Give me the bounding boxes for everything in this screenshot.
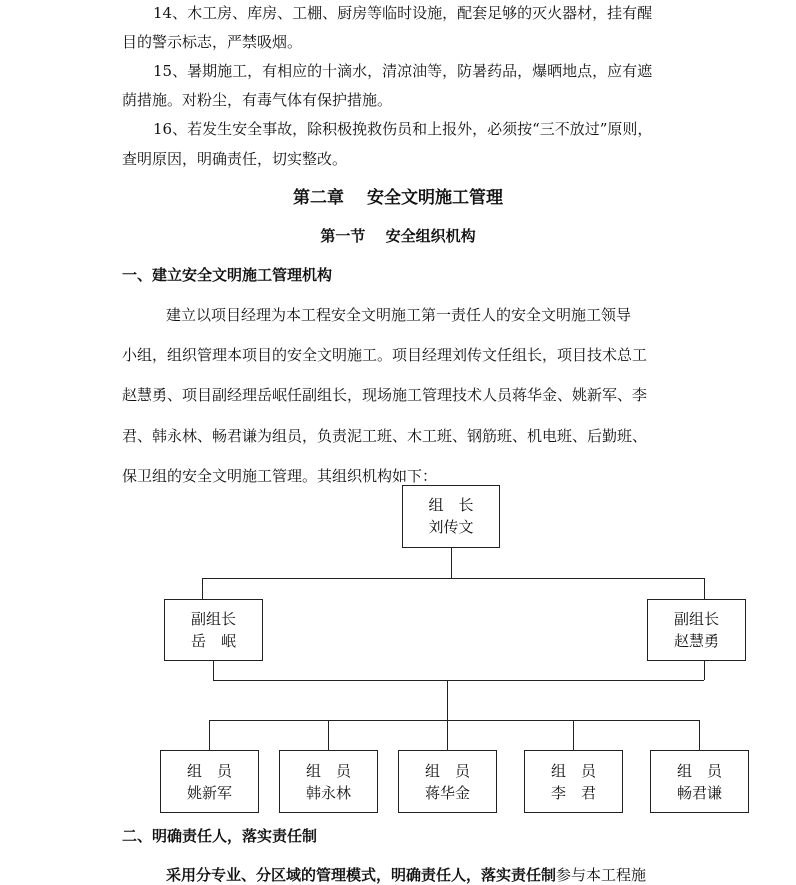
connector-line bbox=[213, 680, 704, 681]
heading-responsibility: 二、明确责任人，落实责任制 bbox=[122, 827, 318, 845]
deputy-role: 副组长 bbox=[673, 610, 719, 628]
connector-line bbox=[213, 661, 214, 680]
paragraph-line: 荫措施。对粉尘，有毒气体有保护措施。 bbox=[122, 91, 393, 109]
member-role: 组 员 bbox=[424, 762, 470, 780]
connector-line bbox=[704, 661, 705, 680]
body-line: 建立以项目经理为本工程安全文明施工第一责任人的安全文明施工领导 bbox=[166, 306, 632, 324]
deputy-name: 赵慧勇 bbox=[673, 632, 719, 650]
heading-establish-organization: 一、建立安全文明施工管理机构 bbox=[122, 266, 333, 284]
body-line: 小组，组织管理本项目的安全文明施工。项目经理刘传文任组长，项目技术总工 bbox=[122, 346, 648, 364]
deputy-box bbox=[164, 599, 263, 661]
member-role: 组 员 bbox=[305, 762, 351, 780]
connector-line bbox=[202, 578, 704, 579]
paragraph-line: 14、木工房、库房、工棚、厨房等临时设施，配套足够的灭火器材，挂有醒 bbox=[153, 4, 653, 22]
paragraph-line: 16、若发生安全事故，除积极挽救伤员和上报外，必须按“三不放过”原则， bbox=[153, 120, 653, 138]
leader-role: 组 长 bbox=[428, 496, 474, 514]
paragraph-line: 查明原因，明确责任，切实整改。 bbox=[122, 150, 348, 168]
member-role: 组 员 bbox=[186, 762, 232, 780]
member-name: 姚新军 bbox=[186, 784, 232, 802]
member-box bbox=[160, 750, 259, 813]
connector-line bbox=[699, 720, 700, 750]
connector-line bbox=[447, 720, 448, 750]
member-name: 韩永林 bbox=[305, 784, 351, 802]
connector-line bbox=[209, 720, 699, 721]
normal-text: 参与本工程施 bbox=[556, 866, 647, 884]
member-box bbox=[650, 750, 749, 813]
body-line: 君、韩永林、畅君谦为组员，负责泥工班、木工班、钢筋班、机电班、后勤班、 bbox=[122, 427, 648, 445]
member-name: 畅君谦 bbox=[676, 784, 722, 802]
member-role: 组 员 bbox=[550, 762, 596, 780]
connector-line bbox=[202, 578, 203, 599]
connector-line bbox=[573, 720, 574, 750]
member-box bbox=[279, 750, 378, 813]
leader-box bbox=[402, 485, 500, 548]
member-role: 组 员 bbox=[676, 762, 722, 780]
section-title: 第一节 安全组织机构 bbox=[320, 227, 476, 245]
paragraph-line: 目的警示标志，严禁吸烟。 bbox=[122, 33, 303, 51]
paragraph-line: 15、暑期施工，有相应的十滴水，清凉油等，防暑药品，爆晒地点，应有遮 bbox=[153, 62, 653, 80]
deputy-role: 副组长 bbox=[190, 610, 236, 628]
deputy-box bbox=[647, 599, 746, 661]
chapter-title: 第二章 安全文明施工管理 bbox=[293, 188, 503, 208]
bold-text: 采用分专业、分区域的管理模式，明确责任人，落实责任制 bbox=[166, 866, 557, 884]
member-name: 李 君 bbox=[550, 784, 596, 802]
body-line: 保卫组的安全文明施工管理。其组织机构如下： bbox=[122, 467, 438, 485]
connector-line bbox=[447, 680, 448, 720]
member-box bbox=[398, 750, 497, 813]
connector-line bbox=[451, 548, 452, 578]
connector-line bbox=[704, 578, 705, 599]
connector-line bbox=[328, 720, 329, 750]
body-line: 赵慧勇、项目副经理岳岷任副组长，现场施工管理技术人员蒋华金、姚新军、李 bbox=[122, 386, 648, 404]
member-name: 蒋华金 bbox=[424, 784, 470, 802]
connector-line bbox=[209, 720, 210, 750]
member-box bbox=[524, 750, 623, 813]
deputy-name: 岳 岷 bbox=[190, 632, 236, 650]
leader-name: 刘传文 bbox=[428, 518, 474, 536]
body-line bbox=[166, 864, 646, 885]
